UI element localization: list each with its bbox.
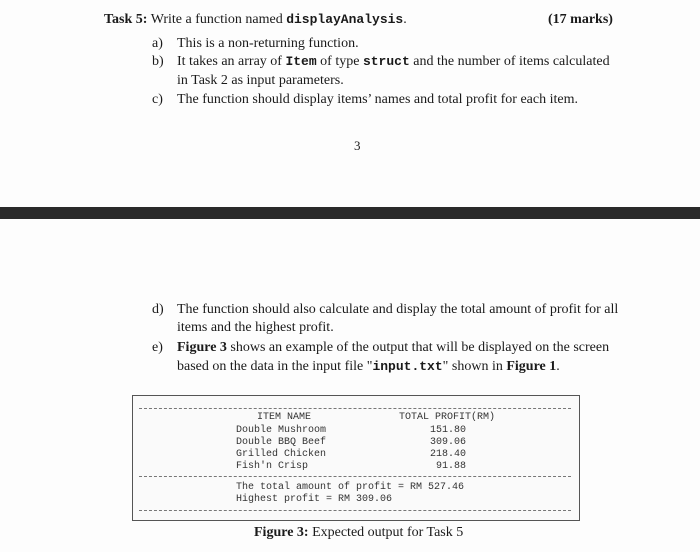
row-name: Double Mushroom	[236, 425, 327, 436]
figure3-ref: Figure 3	[177, 340, 227, 355]
row-profit: 218.40	[430, 449, 467, 460]
item-letter-a: a)	[152, 36, 163, 51]
heading-text: Write a function named	[150, 12, 283, 27]
item-e-text-2: based on the data in the input file "	[177, 359, 373, 374]
marks: (17 marks)	[548, 12, 613, 27]
highest-profit-line: Highest profit = RM 309.06	[236, 494, 393, 505]
document-page-1	[0, 0, 700, 207]
caption-text: Expected output for Task 5	[312, 525, 464, 540]
figure3-caption	[254, 525, 463, 541]
item-e-text-4: .	[556, 359, 560, 374]
total-profit-line: The total amount of profit = RM 527.46	[236, 482, 465, 493]
item-b-text-1: It takes an array of	[177, 54, 282, 69]
row-name: Fish'n Crisp	[236, 461, 309, 472]
page-divider	[0, 207, 700, 219]
item-text-e	[177, 340, 609, 356]
input-file-name: input.txt	[372, 359, 443, 374]
item-b-code-struct: struct	[362, 54, 410, 69]
item-b-text-3: and the number of items calculated	[413, 54, 610, 69]
item-text-a: This is a non-returning function.	[177, 36, 359, 51]
console-output-box	[132, 395, 580, 521]
item-e-text-3: " shown in	[442, 359, 503, 374]
item-e-text-1: shows an example of the output that will be displayed on the screen	[230, 340, 610, 355]
row-profit: 309.06	[430, 437, 467, 448]
item-letter-c: c)	[152, 92, 163, 107]
item-b-code-item: Item	[285, 54, 317, 69]
caption-label: Figure 3:	[254, 525, 309, 540]
row-profit: 91.88	[436, 461, 467, 472]
header-total-profit: TOTAL PROFIT(RM)	[399, 412, 496, 423]
task-label: Task 5:	[104, 12, 148, 27]
document-page-2	[0, 219, 700, 552]
row-profit: 151.80	[430, 425, 467, 436]
header-item-name: ITEM NAME	[257, 412, 312, 423]
item-text-c: The function should display items’ names and total profit for each item.	[177, 92, 578, 107]
dashed-divider	[139, 510, 571, 511]
dashed-divider	[139, 476, 571, 477]
row-name: Grilled Chicken	[236, 449, 327, 460]
item-text-e-line2	[177, 359, 560, 375]
item-text-b-line2: in Task 2 as input parameters.	[177, 73, 344, 88]
item-letter-d: d)	[152, 302, 164, 317]
item-letter-e: e)	[152, 340, 163, 355]
item-b-text-2: of type	[320, 54, 360, 69]
dashed-divider	[139, 408, 571, 409]
item-letter-b: b)	[152, 54, 164, 69]
heading-end: .	[403, 12, 407, 27]
page-number: 3	[354, 138, 361, 153]
item-text-d-line2: items and the highest profit.	[177, 320, 334, 335]
function-name: displayAnalysis	[286, 12, 404, 27]
row-name: Double BBQ Beef	[236, 437, 327, 448]
item-text-d: The function should also calculate and display the total amount of profit for all	[177, 302, 619, 317]
figure1-ref: Figure 1	[506, 359, 557, 374]
item-text-b	[177, 54, 610, 70]
task5-heading	[104, 12, 407, 28]
